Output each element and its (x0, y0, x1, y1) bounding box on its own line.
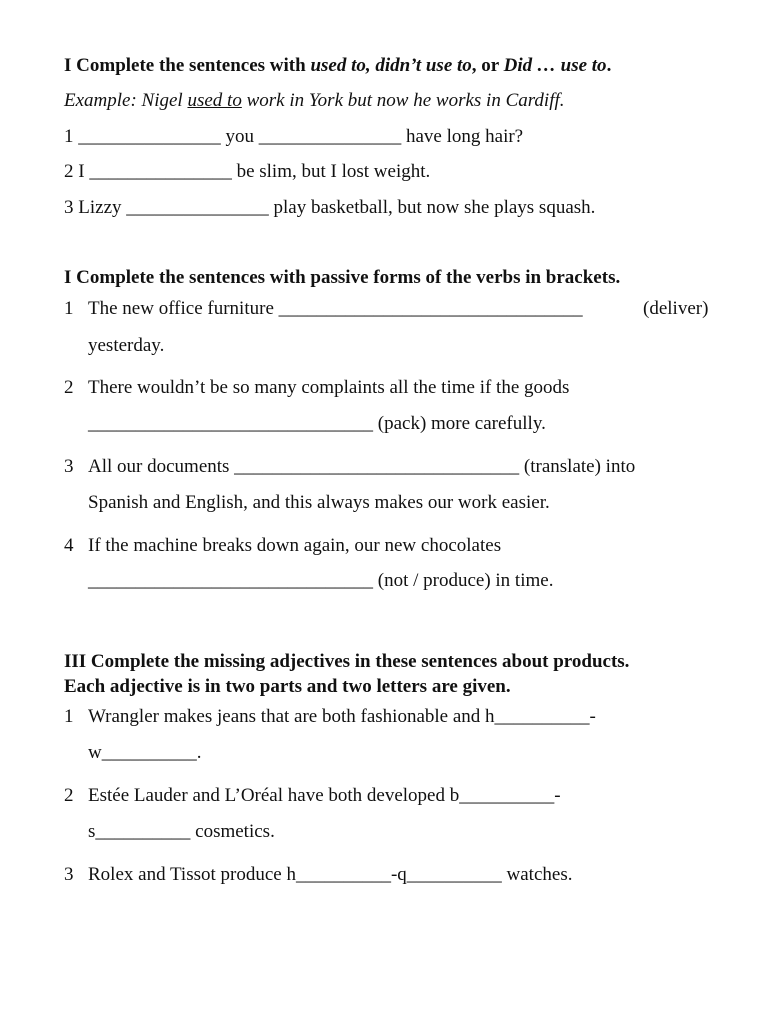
exercise2-item-3-line2: Spanish and English, and this always makes our work easier. (88, 492, 550, 513)
section2-heading: I Complete the sentences with passive forms of the verbs in brackets. (64, 267, 621, 288)
section3-heading-line2: Each adjective is in two parts and two letters are given. (64, 676, 511, 697)
section3-heading-line1: III Complete the missing adjectives in these sentences about products. (64, 651, 630, 672)
exercise2-item-1-line1: The new office furniture ________________________________ (88, 298, 583, 319)
heading-text: , or (471, 55, 504, 76)
exercise2-item-4-line1: If the machine breaks down again, our new chocolates (88, 535, 502, 556)
example-text: Example: Nigel (64, 90, 188, 111)
exercise2-item-number: 1 (64, 298, 74, 319)
exercise2-item-2-line1: There wouldn’t be so many complaints all the time if the goods (88, 377, 570, 398)
exercise3-item-3-line1: Rolex and Tissot produce h__________-q__________ watches. (88, 864, 573, 885)
exercise3-item-2-line1: Estée Lauder and L’Oréal have both developed b__________- (88, 785, 561, 806)
exercise1-item-2: 2 I _______________ be slim, but I lost weight. (64, 161, 431, 182)
heading-text: I Complete the sentences with (64, 55, 311, 76)
exercise3-item-number: 1 (64, 706, 74, 727)
exercise3-item-number: 2 (64, 785, 74, 806)
exercise2-item-number: 2 (64, 377, 74, 398)
exercise2-item-2-line2: ______________________________ (pack) more carefully. (88, 413, 546, 434)
section1-heading (64, 56, 611, 75)
exercise3-item-1-line1: Wrangler makes jeans that are both fashionable and h__________- (88, 706, 596, 727)
exercise2-item-number: 3 (64, 456, 74, 477)
heading-text: . (606, 55, 612, 76)
exercise2-item-4-line2: ______________________________ (not / produce) in time. (88, 570, 554, 591)
exercise2-item-1-line2: yesterday. (88, 335, 165, 356)
exercise1-item-1: 1 _______________ you _______________ have long hair? (64, 126, 524, 147)
example-sentence (64, 91, 565, 110)
exercise2-item-number: 4 (64, 535, 74, 556)
exercise2-item-3-line1: All our documents ______________________________ (translate) into (88, 456, 636, 477)
heading-option: used to, didn’t use to (310, 55, 472, 76)
example-underlined: used to (187, 90, 242, 111)
exercise2-item-1-verb: (deliver) (643, 298, 709, 319)
exercise3-item-number: 3 (64, 864, 74, 885)
exercise1-item-3: 3 Lizzy _______________ play basketball, but now she plays squash. (64, 197, 596, 218)
heading-option: Did … use to (503, 55, 607, 76)
exercise3-item-1-line2: w__________. (88, 742, 202, 763)
example-text: work in York but now he works in Cardiff. (241, 90, 565, 111)
exercise3-item-2-line2: s__________ cosmetics. (88, 821, 275, 842)
